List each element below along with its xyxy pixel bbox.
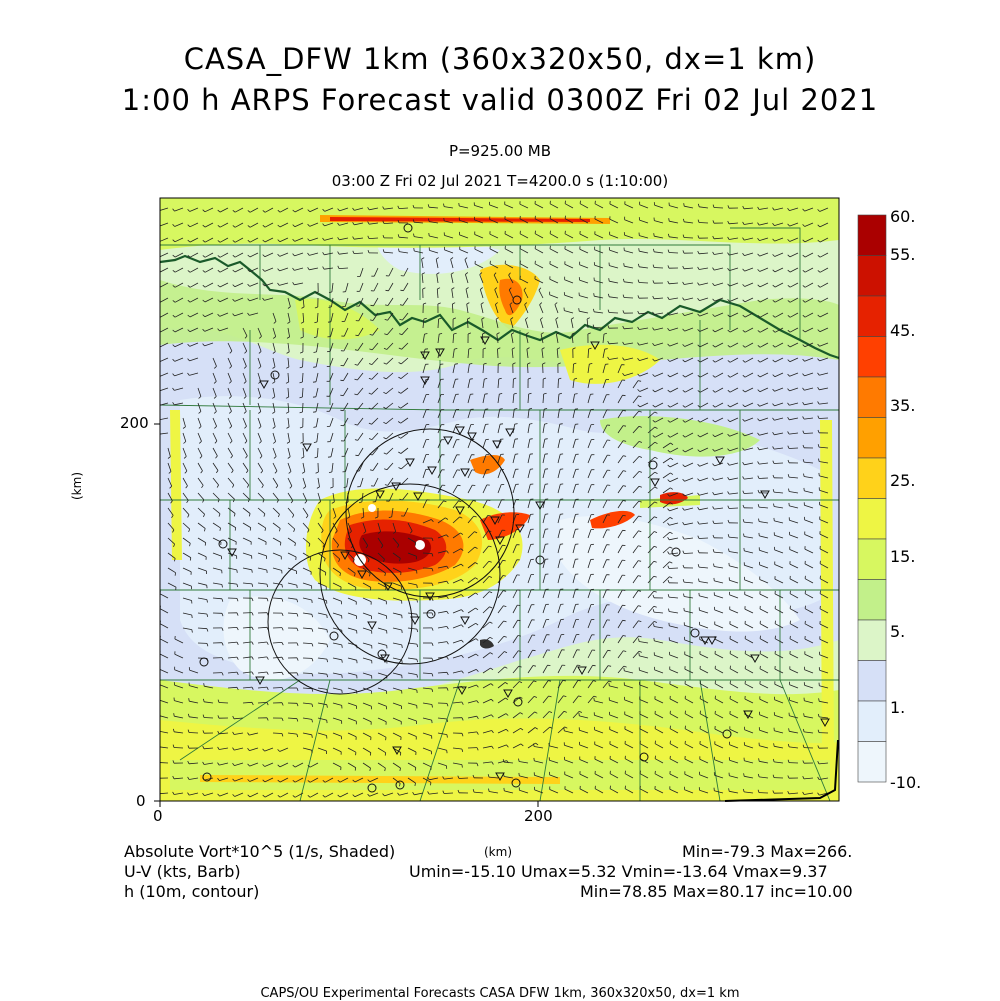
wind-barb-flag: [355, 768, 356, 771]
colorbar-label: 15.: [890, 547, 915, 566]
wind-barb: [624, 298, 633, 299]
colorbar-swatch: [858, 499, 886, 540]
y-tick-label-0: 0: [136, 792, 146, 810]
title-line-2: 1:00 h ARPS Forecast valid 0300Z Fri 02 Jul 2021: [0, 83, 1000, 117]
colorbar-swatch: [858, 580, 886, 621]
wind-barb-flag: [250, 528, 251, 531]
wind-barb: [609, 313, 618, 314]
colorbar-label: 1.: [890, 698, 905, 717]
wind-barb-flag: [575, 394, 578, 395]
wind-barb-flag: [593, 665, 596, 666]
wind-barb-flag: [371, 305, 374, 306]
wind-barb-flag: [470, 379, 473, 380]
colorbar-swatch: [858, 620, 886, 661]
wind-barb-flag: [609, 278, 610, 281]
valid-time-line: 03:00 Z Fri 02 Jul 2021 T=4200.0 s (1:10:00): [0, 172, 1000, 190]
wind-barb: [204, 718, 213, 719]
wind-barb: [303, 403, 304, 412]
wind-barb-flag: [355, 455, 358, 456]
wind-barb-flag: [624, 263, 625, 266]
wind-barb-flag: [312, 735, 313, 738]
wind-barb-flag: [533, 650, 536, 651]
footer-credit: CAPS/OU Experimental Forecasts CASA DFW 1km, 360x320x50, dx=1 km: [0, 986, 1000, 1001]
wind-barb-flag: [342, 675, 343, 678]
wind-barb: [219, 703, 228, 704]
wind-barb: [528, 364, 529, 373]
wind-barb-flag: [458, 485, 461, 486]
wind-barb-flag: [158, 417, 160, 420]
wind-barb: [729, 508, 738, 509]
colorbar-swatch: [858, 742, 886, 783]
colorbar-label: 5.: [890, 622, 905, 641]
wind-barb-flag: [189, 698, 190, 701]
wind-barb: [303, 673, 312, 674]
wind-barb: [684, 238, 693, 239]
colorbar-label: 25.: [890, 471, 915, 490]
wind-barb-flag: [623, 620, 626, 621]
wind-barb-flag: [235, 528, 236, 531]
wind-barb-flag: [204, 683, 205, 686]
wind-barb: [669, 253, 678, 254]
wind-barb-flag: [158, 432, 160, 435]
wind-barb-flag: [190, 558, 191, 561]
wind-barb: [273, 688, 282, 689]
wind-barb: [558, 379, 559, 388]
colorbar-swatch: [858, 215, 886, 256]
wind-barb-flag: [518, 620, 521, 621]
wind-barb-flag: [560, 424, 563, 425]
wind-barb-flag: [158, 360, 160, 362]
wind-barb: [498, 349, 499, 358]
wind-barb: [594, 328, 603, 329]
title-line-1: CASA_DFW 1km (360x320x50, dx=1 km): [0, 42, 1000, 76]
wind-barb-flag: [669, 218, 670, 221]
wind-barb-flag: [340, 410, 343, 411]
wind-barb-flag: [385, 753, 386, 756]
wind-barb-flag: [530, 439, 533, 440]
wind-barb: [714, 523, 723, 524]
colorbar: [858, 215, 886, 782]
wind-barb-flag: [415, 543, 416, 546]
wind-barb-flag: [158, 239, 160, 241]
wind-barb: [819, 418, 828, 419]
wind-barb-flag: [594, 293, 595, 296]
wind-barb: [699, 223, 708, 224]
x-tick-label-200: 200: [524, 807, 553, 825]
wind-barb-flag: [415, 768, 416, 771]
wind-barb: [444, 793, 453, 794]
wind-barb-flag: [545, 439, 548, 440]
legend-vorticity-stats: Min=-79.3 Max=266.: [682, 842, 852, 861]
wind-barb-flag: [462, 765, 463, 768]
wind-barb-flag: [342, 660, 343, 663]
legend-height-stats: Min=78.85 Max=80.17 inc=10.00: [580, 882, 853, 901]
colorbar-swatch: [858, 661, 886, 702]
colorbar-swatch: [858, 377, 886, 418]
wind-barb-flag: [400, 753, 401, 756]
wind-barb-flag: [417, 585, 418, 588]
wind-barb-flag: [158, 775, 159, 778]
wind-barb-flag: [402, 645, 403, 648]
legend-field-wind: U-V (kts, Barb): [124, 862, 241, 881]
colorbar-swatch: [858, 701, 886, 742]
wind-barb-flag: [654, 233, 655, 236]
wind-barb: [654, 268, 663, 269]
colorbar-swatch: [858, 296, 886, 337]
wind-barb: [744, 493, 753, 494]
wind-barb: [699, 538, 708, 539]
wind-barb: [318, 448, 319, 457]
wind-barb-flag: [280, 542, 281, 545]
colorbar-label: 55.: [890, 245, 915, 264]
colorbar-swatch: [858, 539, 886, 580]
wind-barb: [174, 748, 183, 749]
wind-barb-flag: [158, 389, 160, 391]
wind-barb-flag: [684, 203, 685, 206]
wind-barb: [273, 733, 282, 734]
wind-barb: [459, 778, 468, 779]
wind-barb-flag: [158, 760, 159, 763]
wind-barb-flag: [342, 645, 343, 648]
wind-barb-flag: [329, 307, 332, 308]
y-tick-label-200: 200: [120, 414, 149, 432]
wind-barb: [774, 463, 783, 464]
wind-barb: [669, 568, 678, 569]
wind-barb-flag: [158, 208, 160, 210]
wind-barb-flag: [237, 570, 238, 573]
wind-barb: [789, 448, 798, 449]
wind-barb: [684, 553, 693, 554]
wind-barb: [639, 283, 648, 284]
legend-field-height: h (10m, contour): [124, 882, 259, 901]
wind-barb-flag: [447, 735, 448, 738]
wind-barb-flag: [503, 545, 506, 546]
wind-barb-flag: [158, 744, 159, 747]
colorbar-swatch: [858, 458, 886, 499]
wind-barb-flag: [485, 394, 488, 395]
pressure-level: P=925.00 MB: [0, 142, 1000, 160]
colorbar-swatch: [858, 337, 886, 378]
legend-wind-stats: Umin=-15.10 Umax=5.32 Vmin=-13.64 Vmax=9.37: [409, 862, 828, 881]
wind-barb-flag: [174, 713, 175, 716]
wind-barb: [189, 733, 198, 734]
colorbar-label: -10.: [890, 773, 921, 792]
colorbar-label: 60.: [890, 207, 915, 226]
legend-field-vorticity: Absolute Vort*10^5 (1/s, Shaded): [124, 842, 395, 861]
wind-barb-flag: [205, 543, 206, 546]
wind-barb-flag: [313, 367, 316, 368]
colorbar-label: 45.: [890, 321, 915, 340]
wind-barb-flag: [639, 248, 640, 251]
wind-barb: [804, 433, 813, 434]
wind-barb-flag: [623, 395, 626, 396]
x-tick-label-0: 0: [153, 807, 163, 825]
wind-barb: [759, 478, 768, 479]
wind-barb-flag: [386, 290, 389, 291]
wind-barb-flag: [340, 380, 343, 381]
colorbar-swatch: [858, 256, 886, 297]
wind-barb: [714, 208, 723, 209]
wind-barb: [573, 364, 574, 373]
wind-barb-flag: [159, 728, 160, 731]
wind-barb-flag: [400, 290, 403, 291]
x-axis-unit: (km): [484, 845, 512, 859]
wind-barb: [423, 553, 432, 554]
wind-barb-flag: [158, 403, 160, 405]
wind-barb-flag: [623, 515, 626, 516]
colorbar-label: 35.: [890, 396, 915, 415]
wind-barb-flag: [370, 753, 371, 756]
wind-barb-flag: [158, 224, 160, 226]
wind-barb-flag: [158, 791, 159, 794]
wind-barb-flag: [175, 573, 176, 576]
colorbar-swatch: [858, 418, 886, 459]
wind-barb-flag: [158, 374, 160, 376]
wind-barb-flag: [579, 308, 580, 311]
wind-barb-flag: [252, 570, 253, 573]
wind-barb-flag: [608, 650, 611, 651]
wind-barb-flag: [455, 364, 458, 365]
y-axis-unit: (km): [70, 472, 84, 500]
